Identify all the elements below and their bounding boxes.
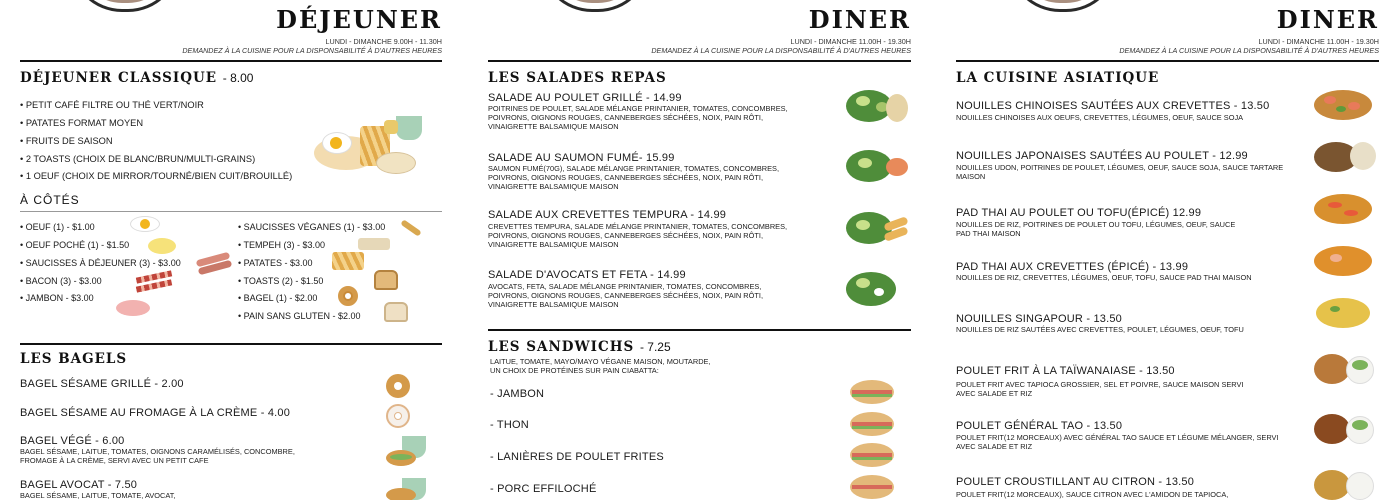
menu-item-name: NOUILLES JAPONAISES SAUTÉES AU POULET - 12.99	[956, 150, 1248, 162]
cream-cheese-bagel-image	[386, 404, 410, 428]
coffee-cup-logo	[70, 0, 200, 12]
sandwich-option: - THON	[490, 419, 529, 431]
opening-hours: LUNDI - DIMANCHE 11.00H - 19.30H DEMANDEZ À LA CUISINE POUR LA DISPONSABILITÉ À D'AUTRES HEURES	[651, 37, 911, 56]
avocado-bagel-image	[384, 478, 430, 500]
section-title-cotes: À CÔTÉS	[20, 193, 80, 207]
menu-item-desc: NOUILLES DE RIZ, CREVETTES, LÉGUMES, OEUF, TOFU, SAUCE PAD THAI MAISON	[956, 273, 1252, 282]
menu-item-name: SALADE AUX CREVETTES TEMPURA - 14.99	[488, 209, 727, 221]
menu-item-name: NOUILLES CHINOISES SAUTÉES AUX CREVETTES - 13.50	[956, 100, 1270, 112]
list-item: • OEUF POCHÉ (1) - $1.50	[20, 240, 130, 250]
lemon-chicken-image	[1314, 466, 1376, 500]
dinner-panel-salads	[488, 0, 911, 500]
shrimp-pad-thai-image	[1314, 244, 1374, 278]
list-item: • TOASTS (2) - $1.50	[238, 276, 324, 286]
menu-item-desc: NOUILLES DE RIZ SAUTÉES AVEC CREVETTES, POULET, LÉGUMES, OEUF, TOFU	[956, 325, 1244, 334]
sandwich-image	[850, 441, 896, 469]
menu-item-name: POULET CROUSTILLANT AU CITRON - 13.50	[956, 476, 1195, 488]
bagel-image	[338, 286, 360, 308]
shrimp-salad-image	[846, 208, 908, 246]
sandwich-option: - LANIÈRES DE POULET FRITES	[490, 451, 664, 463]
divider	[488, 329, 911, 331]
divider	[20, 343, 442, 345]
menu-item-name: NOUILLES SINGAPOUR - 13.50	[956, 313, 1122, 325]
list-item: • PATATES - $3.00	[238, 258, 313, 268]
sandwich-desc: LAITUE, TOMATE, MAYO/MAYO VÉGANE MAISON, MOUTARDE,	[490, 357, 711, 366]
list-item: • JAMBON - $3.00	[20, 293, 94, 303]
menu-item-desc: NOUILLES UDON, POITRINES DE POULET, LÉGUMES, OEUF, SAUCE SOJA, SAUCE TARTARE MAISON	[956, 163, 1284, 181]
shrimp-noodles-image	[1314, 88, 1374, 122]
menu-item-desc: NOUILLES DE RIZ, POITRINES DE POULET OU TOFU, LÉGUMES, OEUF, SAUCE PAD THAI MAISON	[956, 220, 1236, 238]
bread-image	[384, 302, 410, 324]
ham-image	[116, 296, 152, 318]
sesame-bagel-image	[386, 374, 410, 398]
list-item: • 2 TOASTS (CHOIX DE BLANC/BRUN/MULTI-GRAINS)	[20, 154, 256, 164]
section-title-salades: LES SALADES REPAS	[488, 70, 667, 86]
header-divider	[956, 60, 1379, 62]
sandwich-image	[850, 378, 896, 406]
menu-item-desc: AVOCATS, FETA, SALADE MÉLANGE PRINTANIER, TOMATES, CONCOMBRES, POIVRONS, OIGNONS ROUGES, CANNEBERGES SÉCHÉES, NOIX, PAIN RÔTI, VINAIGRETTE BALSAMIQUE MAISON	[488, 282, 764, 309]
section-title-classique: DÉJEUNER CLASSIQUE - 8.00	[20, 70, 254, 86]
panel-title: DINER	[808, 5, 911, 34]
list-item: • SAUCISSES VÉGANES (1) - $3.00	[238, 222, 386, 232]
menu-item-name: POULET FRIT À LA TAÏWANAIASE - 13.50	[956, 365, 1175, 377]
panel-title: DINER	[1276, 5, 1379, 34]
menu-item-name: SALADE D'AVOCATS ET FETA - 14.99	[488, 269, 686, 281]
dinner-panel-asian	[956, 0, 1379, 500]
list-item: • BACON (3) - $3.00	[20, 276, 102, 286]
header-divider	[20, 60, 442, 62]
taiwanese-chicken-image	[1314, 350, 1376, 386]
divider	[20, 211, 442, 212]
veggie-bagel-image	[384, 436, 430, 468]
opening-hours: LUNDI - DIMANCHE 11.00H - 19.30H DEMANDEZ À LA CUISINE POUR LA DISPONSABILITÉ À D'AUTRES HEURES	[1119, 37, 1379, 56]
menu-item-name: SALADE AU SAUMON FUMÉ- 15.99	[488, 152, 675, 164]
sandwich-desc: UN CHOIX DE PROTÉINES SUR PAIN CIABATTA:	[490, 366, 659, 375]
list-item: • PETIT CAFÉ FILTRE OU THÉ VERT/NOIR	[20, 100, 204, 110]
sausage-image	[196, 252, 232, 272]
menu-item-desc: SAUMON FUMÉ(70G), SALADE MÉLANGE PRINTANIER, TOMATES, CONCOMBRES, POIVRONS, OIGNONS ROUGES, CANNEBERGES SÉCHÉES, NOIX, PAIN RÔTI, VINAIGRETTE BALSAMIQUE MAISON	[488, 164, 780, 191]
coffee-cup-logo	[540, 0, 670, 12]
section-title-sandwichs: LES SANDWICHS - 7.25	[488, 339, 671, 355]
list-item: • SAUCISSES À DÉJEUNER (3) - $3.00	[20, 258, 181, 268]
singapore-noodles-image	[1316, 296, 1372, 330]
sandwich-image	[850, 410, 896, 438]
avocado-feta-salad-image	[846, 270, 908, 308]
opening-hours: LUNDI - DIMANCHE 9.00H - 11.30H DEMANDEZ À LA CUISINE POUR LA DISPONSABILITÉ À D'AUTRES HEURES	[182, 37, 442, 56]
potatoes-image	[332, 252, 364, 272]
sandwich-option: - JAMBON	[490, 388, 545, 400]
list-item: • FRUITS DE SAISON	[20, 136, 113, 146]
menu-item-desc: POULET FRIT(12 MORCEAUX) AVEC GÉNÉRAL TAO SAUCE ET LÉGUME MÉLANGER, SERVI AVEC SALADE ET RIZ	[956, 433, 1279, 451]
menu-item-name: BAGEL SÉSAME AU FROMAGE À LA CRÈME - 4.00	[20, 407, 291, 419]
section-title-bagels: LES BAGELS	[20, 351, 128, 367]
menu-item-desc: BAGEL SÉSAME, LAITUE, TOMATE, AVOCAT,	[20, 491, 176, 500]
poached-egg-image	[148, 236, 178, 254]
pad-thai-image	[1314, 192, 1374, 226]
menu-item-name: SALADE AU POULET GRILLÉ - 14.99	[488, 92, 682, 104]
list-item: • TEMPEH (3) - $3.00	[238, 240, 326, 250]
breakfast-panel	[20, 0, 442, 500]
section-title-asiatique: LA CUISINE ASIATIQUE	[956, 70, 1160, 86]
menu-item-desc: NOUILLES CHINOISES AUX OEUFS, CREVETTES, LÉGUMES, OEUF, SAUCE SOJA	[956, 113, 1244, 122]
bacon-image	[136, 270, 172, 290]
menu-item-name: BAGEL VÉGÉ - 6.00	[20, 435, 125, 447]
salmon-salad-image	[846, 148, 908, 184]
menu-item-desc: POULET FRIT AVEC TAPIOCA GROSSIER, SEL ET POIVRE, SAUCE MAISON SERVI AVEC SALADE ET RIZ	[956, 380, 1244, 398]
egg-image	[130, 216, 160, 232]
header-divider	[488, 60, 911, 62]
list-item: • BAGEL (1) - $2.00	[238, 293, 318, 303]
menu-item-name: BAGEL AVOCAT - 7.50	[20, 479, 138, 491]
sandwich-image	[850, 473, 896, 500]
menu-item-name: BAGEL SÉSAME GRILLÉ - 2.00	[20, 378, 184, 390]
coffee-cup-logo	[1008, 0, 1138, 12]
breakfast-plate-image	[314, 112, 432, 178]
menu-item-desc: POITRINES DE POULET, SALADE MÉLANGE PRINTANIER, TOMATES, CONCOMBRES, POIVRONS, OIGNONS ROUGES, CANNEBERGES SÉCHÉES, NOIX, PAIN RÔTI, VINAIGRETTE BALSAMIQUE MAISON	[488, 104, 788, 131]
chicken-salad-image	[846, 88, 908, 124]
list-item: • OEUF (1) - $1.00	[20, 222, 95, 232]
menu-item-desc: BAGEL SÉSAME, LAITUE, TOMATES, OIGNONS CARAMÉLISÉS, CONCOMBRE, FROMAGE À LA CRÈME, SERVI AVEC UN PETIT CAFE	[20, 447, 295, 465]
list-item: • PATATES FORMAT MOYEN	[20, 118, 144, 128]
udon-chicken-image	[1314, 140, 1376, 174]
menu-item-name: PAD THAI AU POULET OU TOFU(ÉPICÉ) 12.99	[956, 207, 1202, 219]
panel-title: DÉJEUNER	[276, 5, 442, 34]
list-item: • PAIN SANS GLUTEN - $2.00	[238, 311, 361, 321]
menu-item-desc: POULET FRIT(12 MORCEAUX), SAUCE CITRON AVEC L'AMIDON DE TAPIOCA,	[956, 490, 1229, 499]
menu-item-desc: CREVETTES TEMPURA, SALADE MÉLANGE PRINTANIER, TOMATES, CONCOMBRES, POIVRONS, OIGNONS ROUGES, CANNEBERGES SÉCHÉES, NOIX, PAIN RÔTI, VINAIGRETTE BALSAMIQUE MAISON	[488, 222, 788, 249]
tempeh-image	[358, 236, 392, 252]
general-tao-image	[1314, 410, 1376, 446]
menu-item-name: PAD THAI AUX CREVETTES (ÉPICÉ) - 13.99	[956, 261, 1189, 273]
sandwich-option: - PORC EFFILOCHÉ	[490, 483, 597, 495]
vegan-sausage-image	[400, 218, 420, 236]
menu-item-name: POULET GÉNÉRAL TAO - 13.50	[956, 420, 1123, 432]
list-item: • 1 OEUF (CHOIX DE MIRROR/TOURNÉ/BIEN CUIT/BROUILLÉ)	[20, 171, 293, 181]
toast-image	[374, 270, 400, 292]
